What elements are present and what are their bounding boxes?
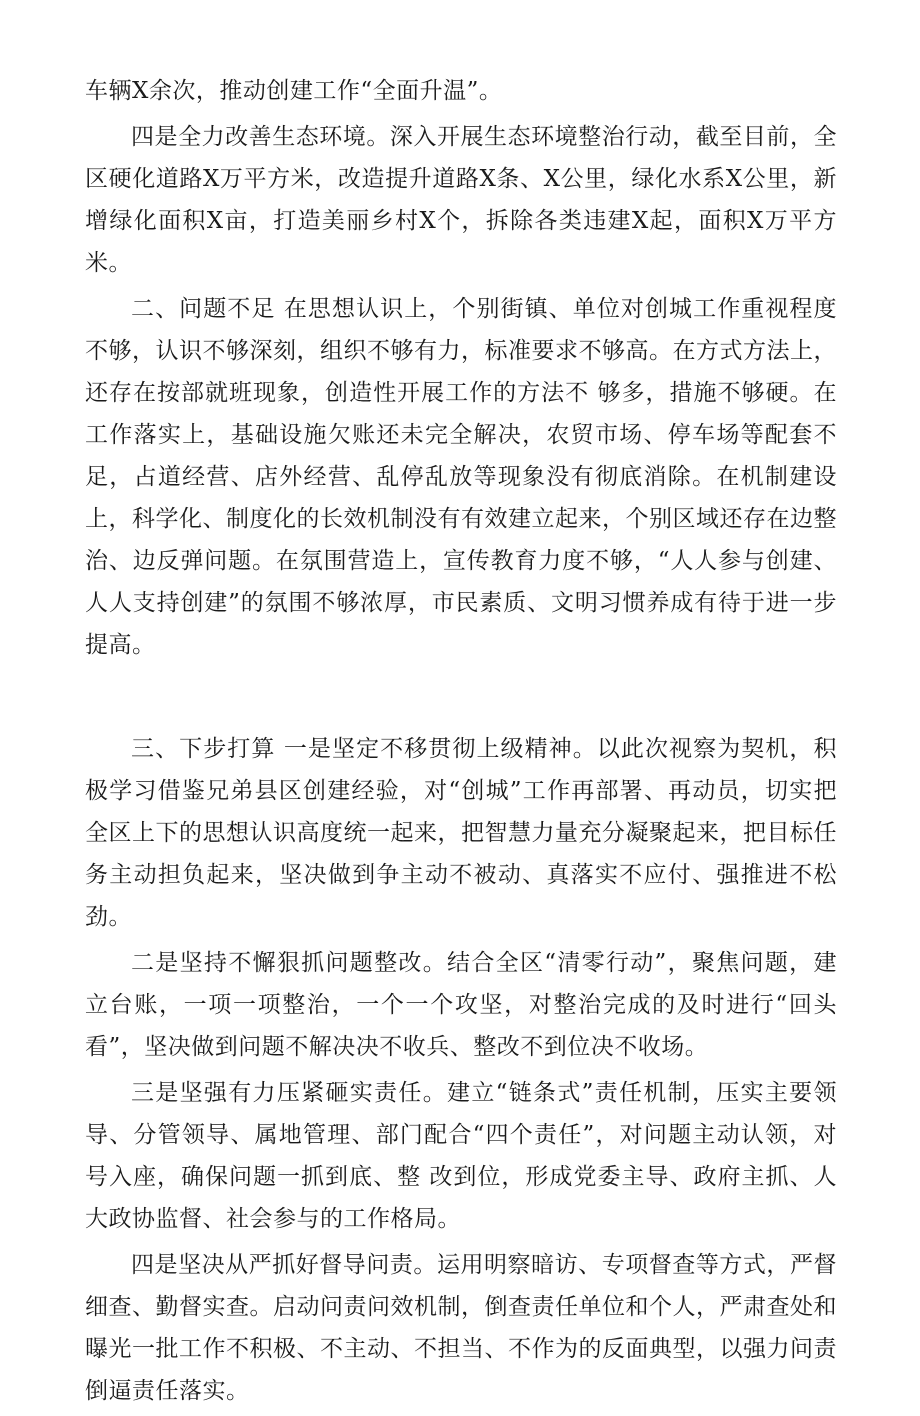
paragraph-problems: 二、问题不足 在思想认识上，个别街镇、单位对创城工作重视程度不够，认识不够深刻，组织不够有力，标准要求不够高。在方式方法上，还存在按部就班现象，创造性开展工作的方法不 够多，措施不够硬。在工作落实上，基础设施欠账还未完全解决，农贸市场、停车场等配套不足，占道经营、店外经营、乱停乱放等现象没有彻底消除。在机制建设上，科学化、制度化的长效机制没有有效建立起来，个别区域还存在边整治、边反弹问题。在氛围营造上，宣传教育力度不够，“人人参与创建、人人支持创建”的氛围不够浓厚，市民素质、文明习惯养成有待于进一步提高。 (85, 296, 837, 658)
paragraph-responsibility: 三是坚强有力压紧砸实责任。建立“链条式”责任机制，压实主要领导、分管领导、属地管理、部门配合“四个责任”，对问题主动认领，对号入座，确保问题一抓到底、整 改到位，形成党委主导、政府主抓、人大政协监督、社会参与的工作格局。 (85, 1080, 837, 1232)
paragraph-continuation: 车辆X余次，推动创建工作“全面升温”。 (85, 78, 503, 104)
paragraph-supervision: 四是坚决从严抓好督导问责。运用明察暗访、专项督查等方式，严督细查、勤督实查。启动问责问效机制，倒查责任单位和个人，严肃查处和曝光一批工作不积极、不主动、不担当、不作为的反面典型，以强力问责倒逼责任落实。 (85, 1252, 837, 1404)
paragraph-ecology: 四是全力改善生态环境。深入开展生态环境整治行动，截至目前，全区硬化道路X万平方米，改造提升道路X条、X公里，绿化水系X公里，新增绿化面积X亩，打造美丽乡村X个，拆除各类违建X起，面积X万平方米。 (85, 124, 837, 276)
paragraph-next-steps: 三、下步打算 一是坚定不移贯彻上级精神。以此次视察为契机，积极学习借鉴兄弟县区创建经验，对“创城”工作再部署、再动员，切实把全区上下的思想认识高度统一起来，把智慧力量充分凝聚起来，把目标任务主动担负起来，坚决做到争主动不被动、真落实不应付、强推进不松劲。 (85, 736, 837, 930)
paragraph-rectification: 二是坚持不懈狠抓问题整改。结合全区“清零行动”，聚焦问题，建立台账，一项一项整治，一个一个攻坚，对整治完成的及时进行“回头看”，坚决做到问题不解决决不收兵、整改不到位决不收场。 (85, 950, 837, 1060)
document-body (85, 70, 837, 1416)
